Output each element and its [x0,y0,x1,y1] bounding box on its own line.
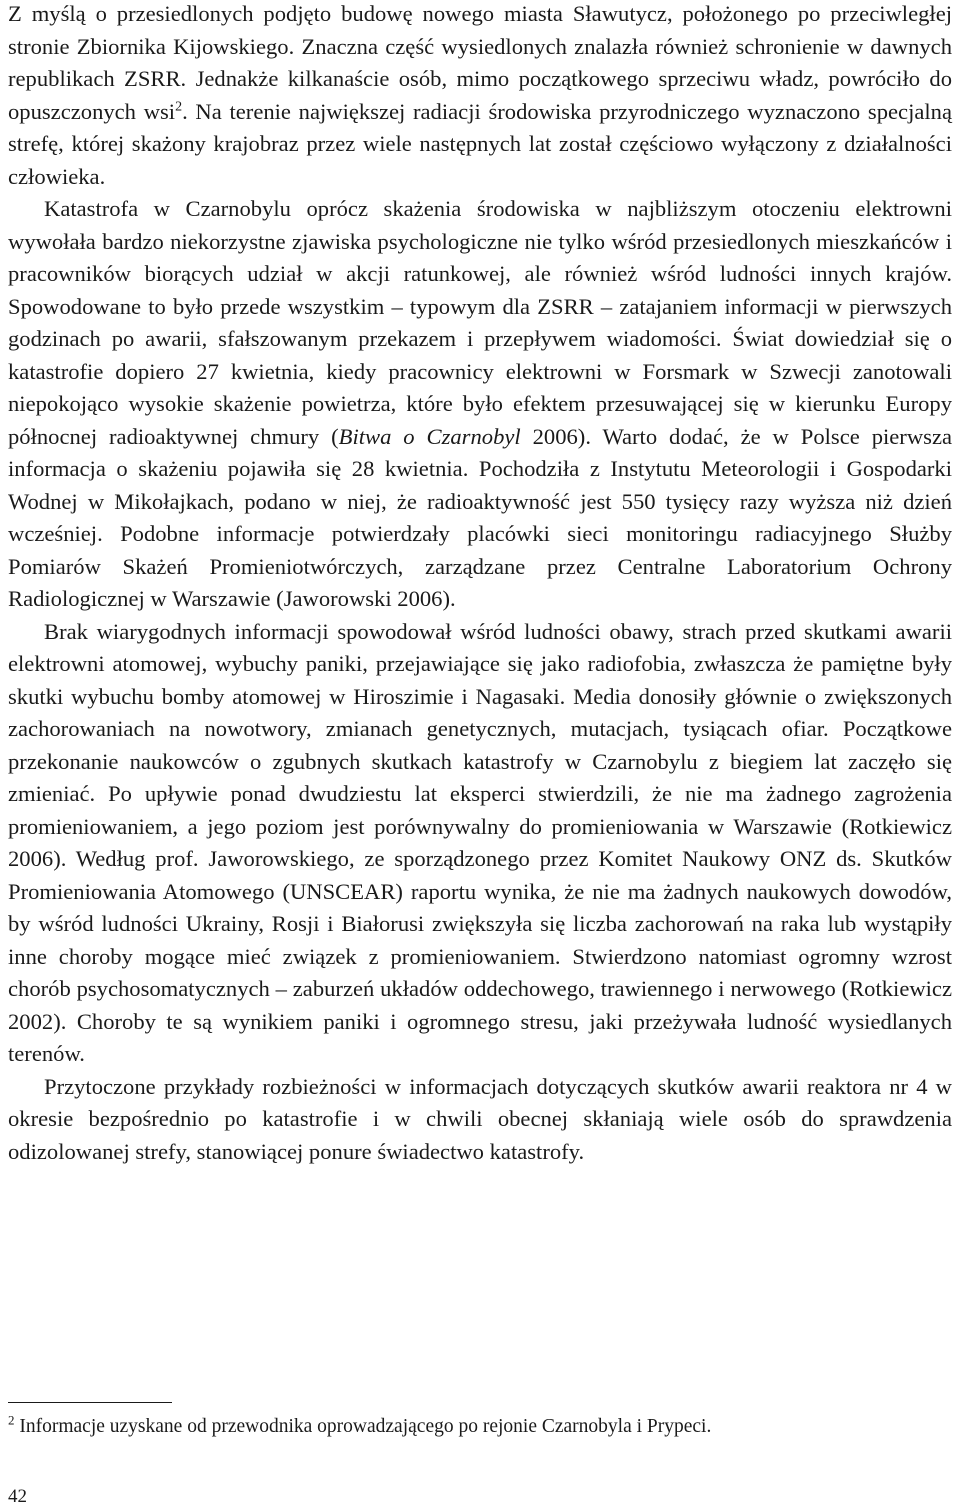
paragraph-text: Katastrofa w Czarnobylu oprócz skażenia środowiska w najbliższym otoczeniu elektrowni wywołała bardzo niekorzystne zjawiska psychologiczne nie tylko wśród przesiedlonych mieszkańców i pracowników biorących udział w akcji ratunkowej, ale również wśród ludności innych krajów. Spowodowane to było przede wszystkim – typowym dla ZSRR – zatajaniem informacji w pierwszych godzinach po awarii, sfałszowanym przekazem i przepływem wiadomości. Świat dowiedział się o katastrofie dopiero 27 kwietnia, kiedy pracownicy elektrowni w Forsmark w Szwecji zanotowali niepokojąco wysokie skażenie powietrza, które było efektem przesuwającej się w kierunku Europy północnej radioaktywnej chmury ( [8,196,952,449]
footnote-reference: 2 [175,98,183,114]
paragraph [8,193,952,616]
paragraph: Przytoczone przykłady rozbieżności w informacjach dotyczących skutków awarii reaktora nr 4 w okresie bezpośrednio po katastrofie i w chwili obecnej skłaniają wiele osób do sprawdzenia odizolowanej strefy, stanowiącej ponure świadectwo katastrofy. [8,1073,952,1164]
paragraph-text: . Na terenie największej radiacji środowiska przyrodniczego wyznaczono specjalną strefę, której skażony krajobraz przez wiele następnych lat został częściowo wyłączony z działalności człowieka. [8,98,952,189]
cited-title: Bitwa o Czarnobyl [338,423,521,449]
page-number: 42 [8,1486,27,1507]
page-body [8,0,952,1168]
paragraph-text: Z myślą o przesiedlonych podjęto budowę nowego miasta Sławutycz, położonego po przeciwległej stronie Zbiornika Kijowskiego. Znaczna część wysiedlonych znalazła również schronienie w dawnych republikach ZSRR. Jednakże kilkanaście osób, mimo początkowego sprzeciwu władz, powróciło do opuszczonych wsi [8,1,952,124]
paragraph: Brak wiarygodnych informacji spowodował wśród ludności obawy, strach przed skutkami awarii elektrowni atomowej, wybuchy paniki, przejawiające się jako radiofobia, zwłaszcza że pamiętne były skutki wybuchu bomby atomowej w Hiroszimie i Nagasaki. Media donosiły głównie o zwiększonych zachorowaniach na nowotwory, zmianach genetycznych, mutacjach, tysiącach ofiar. Początkowe przekonanie naukowców o zgubnych skutkach katastrofy w Czarnobylu z biegiem lat zaczęło się zmieniać. Po upływie ponad dwudziestu lat eksperci stwierdzili, że nie ma żadnego zagrożenia promieniowaniem, a jego poziom jest porównywalny do promieniowania w Warszawie (Rotkiewicz 2006). Według prof. Jaworowskiego, ze sporządzonego przez Komitet Naukowy ONZ ds. Skutków Promieniowania Atomowego (UNSCEAR) raportu wynika, że nie ma żadnych naukowych dowodów, by wśród ludności Ukrainy, Rosji i Białorusi zwiększyła się liczba zachorowań na raka lub wystąpiły inne choroby mogące mieć związek z promieniowaniem. Stwierdzono natomiast ogromny wzrost chorób psychosomatycznych – zaburzeń układów oddechowego, trawiennego i nerwowego (Rotkiewicz 2002). Choroby te są wynikiem paniki i ogromnego stresu, jaki przeżywała ludność wysiedlanych terenów. [8,618,952,1066]
footnote-divider [8,1402,172,1403]
footnote-number: 2 [8,1412,15,1428]
footnote-text: Informacje uzyskane od przewodnika oprowadzającego po rejonie Czarnobyla i Prypeci. [14,1416,712,1437]
paragraph [8,0,952,193]
footnote [8,1414,952,1440]
paragraph-text: 2006). Warto dodać, że w Polsce pierwsza informacja o skażeniu pojawiła się 28 kwietnia. Pochodziła z Instytutu Meteorologii i Gospodarki Wodnej w Mikołajkach, podano w niej, że radioaktywność jest 550 tysięcy razy wyższa niż dzień wcześniej. Podobne informacje potwierdzały placówki sieci monitoringu radiacyjnego Służby Pomiarów Skażeń Promieniotwórczych, zarządzane przez Centralne Laboratorium Ochrony Radiologicznej w Warszawie (Jaworowski 2006). [8,423,953,611]
